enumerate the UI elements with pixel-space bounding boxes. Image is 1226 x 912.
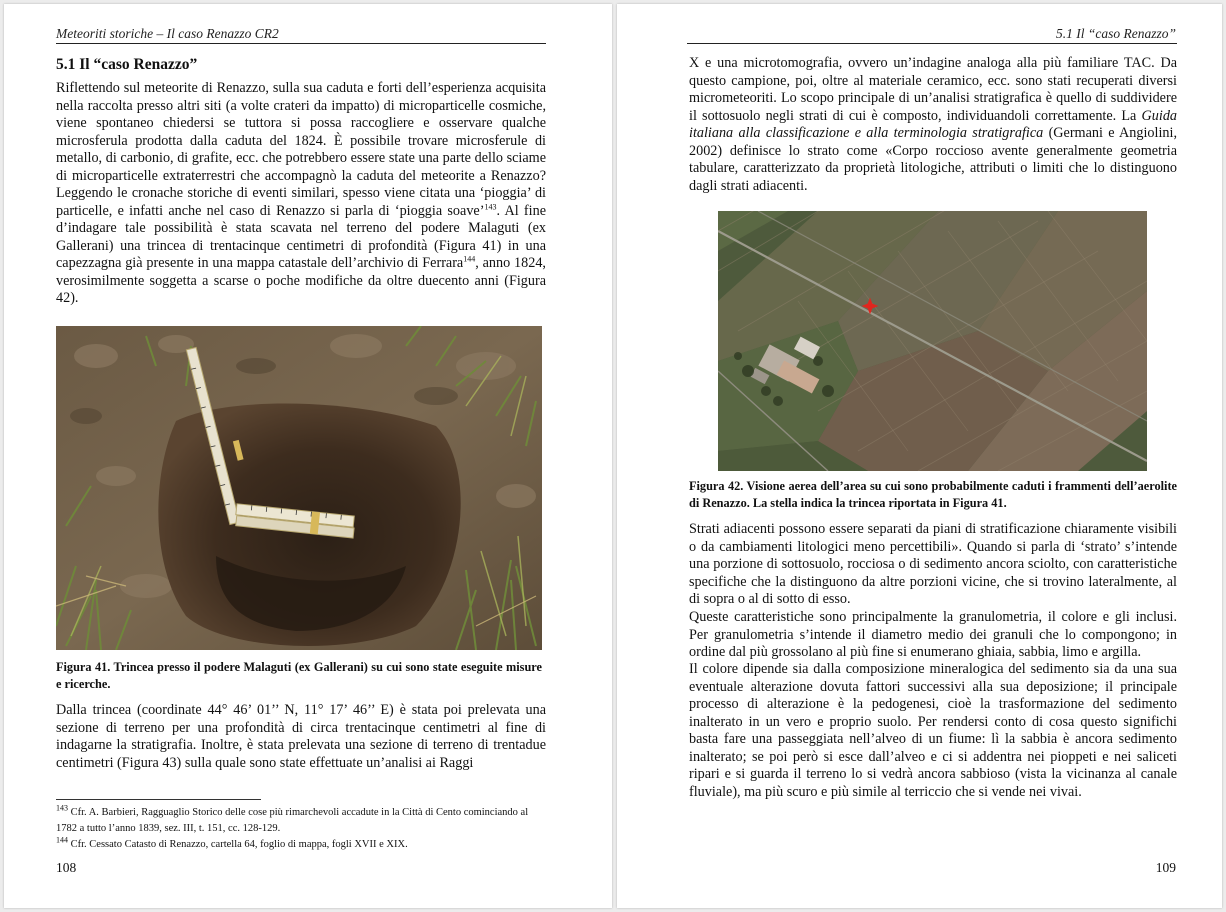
body-paragraph: Queste caratteristiche sono principalmente la granulometria, il colore e gli inclusi. Per granulometria s’intende il diametro medio dei granuli che lo compongono; in ordine dal più grossolano al più fine si enumerano ghiaia, sabbia, limo e argilla. (689, 609, 1177, 660)
footnote-144 (56, 837, 546, 853)
body-paragraph (689, 55, 1177, 195)
footnote-mark: 143 (56, 803, 68, 813)
text-run: . Al fine d’indagare tale possibilità è stata scavata nel terreno del podere Malaguti (ex Gallerani) una trincea di trentacinque centimetri di profondità (Figura 41) in una capezzagna già presente in una mappa catastale dell’archivio di Ferrara (56, 202, 546, 271)
page-number: 108 (56, 860, 77, 875)
aerial-photo-image (718, 211, 1147, 471)
footnote-mark: 144 (56, 835, 68, 845)
header-rule (56, 43, 546, 44)
right-page (617, 4, 1222, 908)
body-paragraph: Strati adiacenti possono essere separati da piani di stratificazione chiaramente visibili o da cambiamenti litologici meno percettibili». Quando si parla di ‘strato’ s’intende una porzione di sottosuolo, rocciosa o di sedimento ancora sciolto, con caratteristiche specifiche che la distinguono da altre porzioni vicine, che si trovino lateralmente, al di sopra o al di sotto di esso. (689, 521, 1177, 607)
running-head-left: Meteoriti storiche – Il caso Renazzo CR2 (56, 26, 279, 41)
footnote-text: Cfr. A. Barbieri, Ragguaglio Storico delle cose più rimarchevoli accadute in la Città di Cento cominciando al 1782 a tutto l’anno 1839, sez. III, t. 151, cc. 128-129. (56, 807, 529, 834)
page-number: 109 (1155, 860, 1176, 875)
footnote-text: Cfr. Cessato Catasto di Renazzo, cartella 64, foglio di mappa, fogli XVII e XIX. (68, 839, 408, 850)
text-run: Riflettendo sul meteorite di Renazzo, sulla sua caduta e forti dell’esperienza acquisita nella raccolta presso altri siti (a volte crateri da impatto) di microparticelle cosmiche, viene spontaneo chiedersi se tuttora si possa raccogliere e osservare qualche microsferula prodotta dalla caduta del 1824. È possibile trovare microsferule di metallo, di carbonio, di grafite, ecc. che potrebbero essere state una parte dello sciame di microparticelle extraterrestri che accompagnò la caduta del meteorite a Renazzo? Leggendo le cronache storiche di eventi similari, spesso viene citata una ‘pioggia’ di particelle, e infatti anche nel caso di Renazzo si parla di ‘pioggia soave’ (56, 80, 546, 219)
footnote-143 (56, 805, 546, 837)
guide-title: Guida italiana alla classificazione e alla terminologia stratigrafica (689, 107, 1177, 141)
running-head-right: 5.1 Il “caso Renazzo” (1055, 26, 1176, 41)
figure-42-caption: Figura 42. Visione aerea dell’area su cui sono probabilmente caduti i frammenti dell’aerolite di Renazzo. La stella indica la trincea riportata in Figura 41. (689, 479, 1177, 510)
body-paragraph: Il colore dipende sia dalla composizione mineralogica del sedimento sia da una sua eventuale alterazione dovuta fattori successivi alla sua deposizione; il principale processo di alterazione è la pedogenesi, cioè la trasformazione del sedimento inalterato in un vero e proprio suolo. Per rendersi conto di cosa questo significhi basta fare una passeggiata nell’alveo di un fiume: lì la sabbia è ancora sedimento inalterato; se poi però si esce dall’alveo e ci si addentra nei pioppeti e nei saliceti ripari e si guarda il terreno lo si vedrà ancora sabbioso (vista la vicinanza al canale fluviale), ma più scuro e più simile al terriccio che si vende nei vivai. (689, 661, 1177, 800)
footnote-rule (56, 799, 261, 800)
footnote-ref-143[interactable]: 143 (484, 201, 497, 211)
figure-41-caption: Figura 41. Trincea presso il podere Malaguti (ex Gallerani) su cui sono state eseguite misure e ricerche. (56, 660, 542, 691)
body-paragraph: Dalla trincea (coordinate 44° 46’ 01’’ N, 11° 17’ 46’’ E) è stata poi prelevata una sezione di terreno per una profondità di circa trentacinque centimetri al fine di indagarne la stratigrafia. Inoltre, è stata prelevata una sezione di terreno di trentadue centimetri (Figura 43) sulla quale sono state effettuate un’analisi ai Raggi (56, 702, 546, 771)
trench-photo-image (56, 326, 542, 650)
header-rule (687, 43, 1177, 44)
footnote-ref-144[interactable]: 144 (463, 254, 476, 264)
left-page (4, 4, 612, 908)
section-title: 5.1 Il “caso Renazzo” (56, 56, 198, 73)
figure-41-trench-photo (56, 326, 542, 650)
text-run: X e una microtomografia, ovvero un’indagine analoga alla più familiare TAC. Da questo campione, poi, oltre al materiale ceramico, ecc. sono stati recuperati diversi micrometeoriti. Lo scopo principale di un’analisi stratigrafica è quello di suddividere il sottosuolo negli strati di cui è composto, individuandoli correttamente. La (689, 55, 1177, 124)
text-run: , anno 1824, verosimilmente soggetta a scarse o poche modifiche da oltre duecento anni (Figura 42). (56, 255, 546, 306)
text-run: (Germani e Angiolini, 2002) definisce lo strato come «Corpo roccioso avente generalmente geometria tabulare, caratterizzato da proprietà litologiche, attributi o limiti che lo distinguono dagli strati adiacenti. (689, 125, 1177, 194)
body-paragraph (56, 80, 546, 308)
figure-42-aerial-photo (718, 211, 1147, 471)
